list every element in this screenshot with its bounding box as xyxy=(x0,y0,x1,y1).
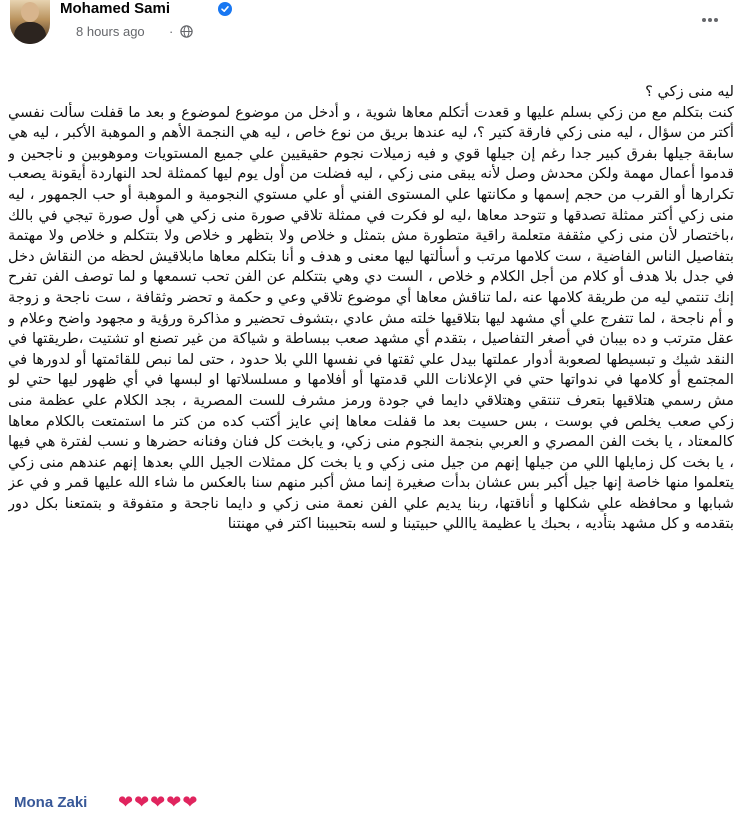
post-tag-row xyxy=(14,792,414,814)
post-header xyxy=(0,0,750,48)
post-text-paragraph: ليه منى زكي ؟ كنت بتكلم مع من زكي بسلم عليها و قعدت أتكلم معاها شوية ، و أدخل من موضوع لموضوع و بعد ما قفلت سألت نفسي أكتر من سؤال ، ليه منى زكي فارقة كتير ؟، ليه عندها بريق من نوع خاص ، ليه هي النجمة الأهم و الموهبة الأكبر ، ليه هي سابقة جيلها بفرق كبير جدا رغم إن جيلها قوي و فيه زميلات نجوم حقيقيين علي جميع المستويات وموهوبين و ناجحين و قدموا أعمال مهمة ولكن محدش وصل لأنه يبقى منى زكي ، ليه فضلت من أول يوم ليها كممثلة لحد النهاردة أيقونة يصعب تكرارها أو القرب من حجم إسمها و مكانتها علي المستوى الفني أو علي مستوي النجومية و الموهبة أو حب الجمهور ، ليه منى زكي أكتر ممثلة تصدقها و تتوحد معاها ،ليه لو فكرت في ممثلة تلاقي صورة منى زكي هي أول صورة تيجي في بالك ،باختصار لأن منى زكي مثقفة متعلمة راقية متطورة مش بتمثل و خلاص ولا بتظهر و خلاص ولا بتتكلم و خلاص ولا مهتمة بتفاصيل الناس الفاضية ، ست كلامها مرتب و أسألتها ليها معنى و هدف و أنا بتكلم معاها مابلاقيش لحظه من النقاش دخل في جدل بلا هدف أو كلام من أجل الكلام و خلاص ، الست دي وهي بتتكلم عن الفن تحب تسمعها و لما توصف الفن تفرح إنك تنتمي ليه من طريقة كلامها عنه ،لما تناقش معاها أي موضوع تلاقي وعي و حكمة و تحضر وثقافة ، ست ناجحة و زوجة و أم ناجحة ، لما تتفرج علي أي مشهد ليها بتلاقيها خلته مش عادي ،بتشوف تحضير و مذاكرة ورؤية و مجهود واضح وعلام و عقل مترتب و ده بيبان في أصغر التفاصيل ، بتقدم أي مشهد صعب ببساطة و شياكة من غير تصنع او تشتيت ،طريقتها في النقد شيك و تبسيطها لصعوبة أدوار عملتها بيدل علي ثقتها في نفسها اللي بلا حدود ، حتى لما نبص للقائمتها أو لدورها في المجتمع أو كلامها في ندواتها حتي في الإعلانات اللي قدمتها أو أفلامها و مسلسلاتها او لبسها في أي ظهور ليها حتي لو مش رسمي هتلاقيها بتعرف تنتقي وهتلاقي دايما في جودة ورمز مشرف للست المصرية ، بجد الكلام علي عظمة منى زكي صعب يخلص في بوست ، بس حسيت بعد ما قفلت معاها إني عايز أكتب كده من كتر ما استمتعت بالكلام معاها كالمعتاد ، يا بخت الفن المصري و العربي بنجمة النجوم منى زكي، و يابخت كل فنان وفنانه حضرها و نسب لفترة هي فيها ، يا بخت كل زمايلها اللي من جيلها إنهم من جيل منى زكي و يا بخت كل ممثلات الجيل اللي بعدها إنهم عندهم منى زكي يتعلموا منها خاصة إنها جيل أكبر بس عشان بدأت صغيرة إنما مش أكبر منهم سنا بالعكس ما شاء الله عليها قمر و في عز شبابها و محافظه علي شكلها و أناقتها، ربنا يديم علي الفن نعمة منى زكي و دايما ناجحة و متفوقة و بتمتعنا بكل دور بتقدمه و كل مشهد بتأديه ، بحبك يا عظيمة يااللي حبيتينا و لسه بتحبيبنا اكتر في مهنتنا xyxy=(8,83,734,533)
mention-link[interactable]: Mona Zaki xyxy=(14,794,88,811)
author-avatar[interactable] xyxy=(10,0,50,44)
hearts-emoji: ❤❤❤❤❤ xyxy=(118,792,199,813)
verified-badge-icon xyxy=(218,2,232,16)
author-name-link[interactable]: Mohamed Sami xyxy=(60,0,171,17)
avatar-face xyxy=(21,2,39,22)
post-text xyxy=(8,82,734,792)
more-dot xyxy=(702,18,706,22)
more-options-icon[interactable] xyxy=(690,6,730,34)
post-timestamp-link[interactable]: 8 hours ago xyxy=(76,24,145,39)
time-separator: · xyxy=(169,24,174,39)
globe-icon[interactable] xyxy=(180,25,193,38)
avatar-body xyxy=(14,22,46,44)
more-dot xyxy=(714,18,718,22)
more-dot xyxy=(708,18,712,22)
